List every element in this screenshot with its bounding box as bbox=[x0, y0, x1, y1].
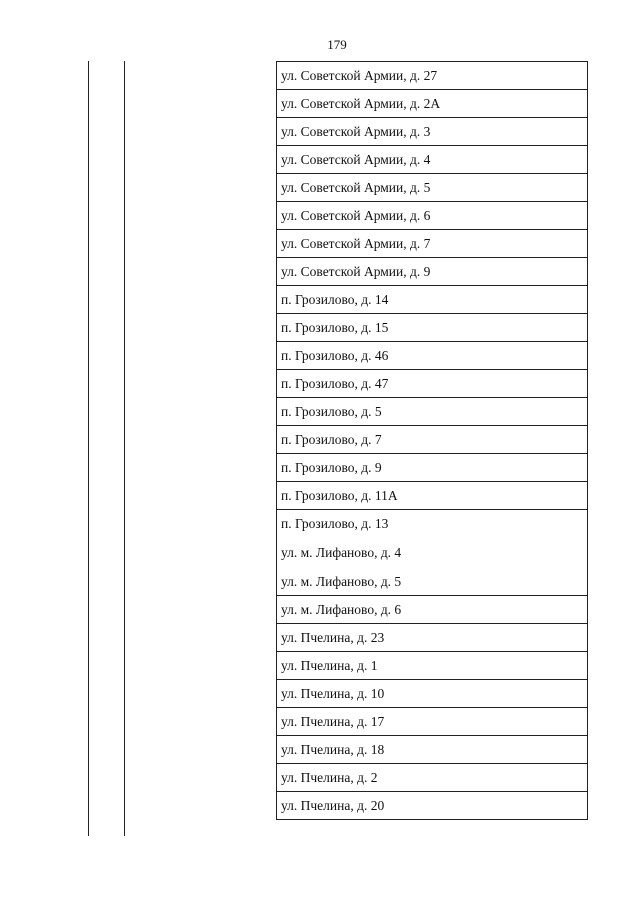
table-row: ул. Советской Армии, д. 5 bbox=[277, 174, 587, 202]
table-row: п. Грозилово, д. 47 bbox=[277, 370, 587, 398]
table-row: ул. Советской Армии, д. 2А bbox=[277, 90, 587, 118]
table-row: ул. Пчелина, д. 18 bbox=[277, 736, 587, 764]
table-row: п. Грозилово, д. 7 bbox=[277, 426, 587, 454]
table-row: ул. Советской Армии, д. 3 bbox=[277, 118, 587, 146]
table-row: п. Грозилово, д. 15 bbox=[277, 314, 587, 342]
page-number: 179 bbox=[327, 37, 347, 52]
table-column-divider-1 bbox=[88, 61, 89, 836]
table-row: ул. Пчелина, д. 2 bbox=[277, 764, 587, 792]
table-column-divider-2 bbox=[124, 61, 125, 836]
address-table bbox=[276, 61, 588, 820]
table-row: ул. м. Лифаново, д. 6 bbox=[277, 596, 587, 624]
table-row: ул. Пчелина, д. 10 bbox=[277, 680, 587, 708]
table-row: п. Грозилово, д. 14 bbox=[277, 286, 587, 314]
table-row: ул. Пчелина, д. 17 bbox=[277, 708, 587, 736]
table-row: ул. Советской Армии, д. 9 bbox=[277, 258, 587, 286]
table-row: ул. Пчелина, д. 20 bbox=[277, 792, 587, 820]
table-row: п. Грозилово, д. 13 bbox=[281, 516, 389, 531]
table-row: ул. Советской Армии, д. 27 bbox=[277, 62, 587, 90]
table-row: ул. м. Лифаново, д. 4 bbox=[281, 544, 402, 560]
table-row: ул. Пчелина, д. 23 bbox=[277, 624, 587, 652]
table-row: ул. Советской Армии, д. 7 bbox=[277, 230, 587, 258]
table-row: ул. Советской Армии, д. 4 bbox=[277, 146, 587, 174]
table-row: ул. м. Лифаново, д. 5 bbox=[277, 568, 587, 596]
table-row: ул. Советской Армии, д. 6 bbox=[277, 202, 587, 230]
table-row: ул. Пчелина, д. 1 bbox=[277, 652, 587, 680]
table-row: п. Грозилово, д. 5 bbox=[277, 398, 587, 426]
table-row: п. Грозилово, д. 46 bbox=[277, 342, 587, 370]
table-row: п. Грозилово, д. 11А bbox=[277, 482, 587, 510]
table-row: п. Грозилово, д. 9 bbox=[277, 454, 587, 482]
